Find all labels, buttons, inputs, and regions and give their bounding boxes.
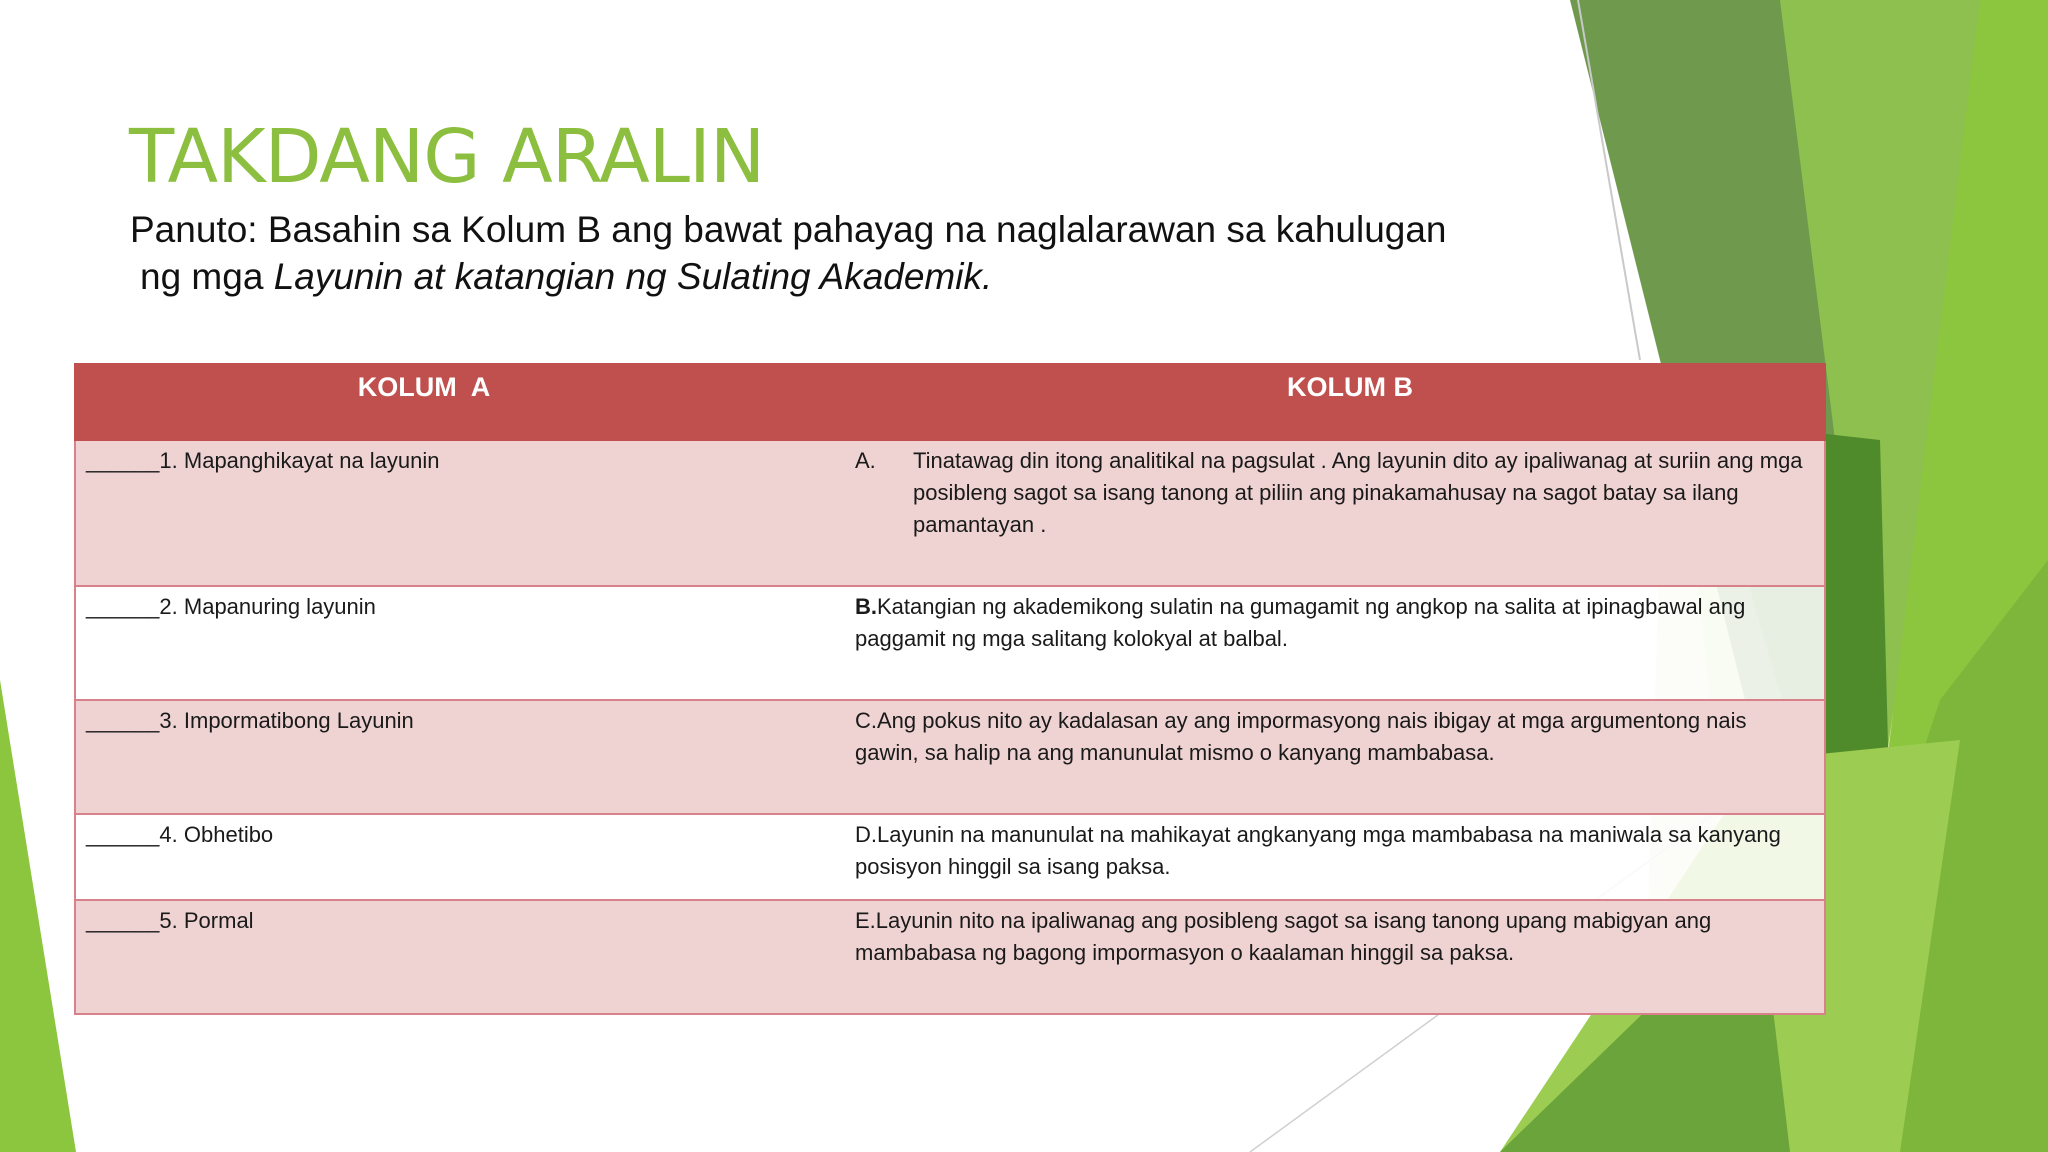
answer-blank: ______ — [86, 822, 160, 847]
instructions — [130, 206, 1580, 300]
instruction-line-2-prefix: ng mga — [140, 256, 274, 297]
kolum-a-cell — [75, 814, 855, 900]
kolum-a-cell — [75, 586, 855, 700]
facet-left — [0, 680, 76, 1152]
kolum-b-text: Layunin nito na ipaliwanag ang posibleng sagot sa isang tanong upang mabigyan ang mambabasa ng bagong impormasyon o kaalaman hinggil sa paksa. — [855, 908, 1712, 965]
header-kolum-a — [75, 364, 855, 440]
kolum-b-text: Layunin na manunulat na mahikayat angkanyang mga mambabasa na maniwala sa kanyang posisyon hinggil sa isang paksa. — [855, 822, 1781, 879]
kolum-b-cell — [855, 586, 1825, 700]
instruction-line-1: Panuto: Basahin sa Kolum B ang bawat pahayag na naglalarawan sa kahulugan — [130, 209, 1447, 250]
kolum-a-item: 2. Mapanuring layunin — [159, 594, 376, 619]
kolum-b-cell — [855, 900, 1825, 1014]
kolum-a-item: 4. Obhetibo — [159, 822, 274, 847]
kolum-b-letter: A. — [855, 448, 876, 473]
kolum-a-cell — [75, 700, 855, 814]
kolum-b-cell — [855, 814, 1825, 900]
kolum-b-cell — [855, 700, 1825, 814]
kolum-a-item: 3. Impormatibong Layunin — [159, 708, 414, 733]
kolum-b-letter: E. — [855, 908, 876, 933]
answer-blank: ______ — [86, 708, 160, 733]
kolum-b-text: Katangian ng akademikong sulatin na gumagamit ng angkop na salita at ipinagbawal ang paggamit ng mga salitang kolokyal at balbal. — [855, 594, 1746, 651]
kolum-a-item: 5. Pormal — [159, 908, 254, 933]
kolum-b-letter: B. — [855, 594, 877, 619]
table-row — [75, 440, 1825, 586]
kolum-b-text: Ang pokus nito ay kadalasan ay ang impormasyong nais ibigay at mga argumentong nais gawin, sa halip na ang manunulat mismo o kanyang mambabasa. — [855, 708, 1747, 765]
kolum-a-cell — [75, 440, 855, 586]
header-kolum-b-label: KOLUM B — [1287, 372, 1413, 402]
table-row — [75, 814, 1825, 900]
kolum-b-letter: C. — [855, 708, 877, 733]
kolum-b-letter: D. — [855, 822, 877, 847]
header-kolum-b — [855, 364, 1825, 440]
kolum-a-cell — [75, 900, 855, 1014]
instruction-line-2-italic: Layunin at katangian ng Sulating Akademik. — [273, 256, 993, 297]
answer-blank: ______ — [86, 908, 160, 933]
table-row — [75, 700, 1825, 814]
answer-blank: ______ — [86, 448, 160, 473]
table-row — [75, 900, 1825, 1014]
matching-table — [74, 363, 1826, 1015]
table-header-row — [75, 364, 1825, 440]
kolum-b-text: Tinatawag din itong analitikal na pagsulat . Ang layunin dito ay ipaliwanag at suriin ang mga posibleng sagot sa isang tanong at piliin ang pinakamahusay na sagot batay sa ilang pamantayan . — [913, 448, 1803, 537]
answer-blank: ______ — [86, 594, 160, 619]
table-row — [75, 586, 1825, 700]
kolum-a-item: 1. Mapanghikayat na layunin — [159, 448, 440, 473]
kolum-b-cell — [855, 440, 1825, 586]
instruction-line-2 — [130, 253, 1580, 300]
kolum-b-list-item — [855, 445, 1816, 541]
slide-title: TAKDANG ARALIN — [129, 114, 765, 200]
header-kolum-a-label: KOLUM A — [357, 372, 491, 402]
